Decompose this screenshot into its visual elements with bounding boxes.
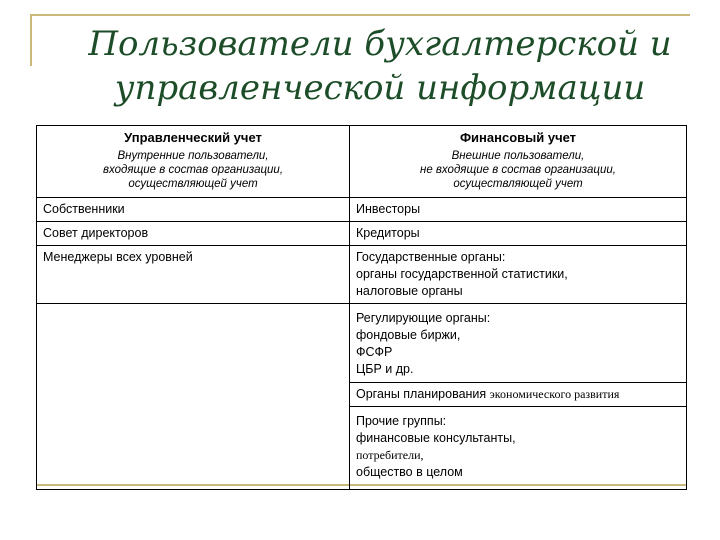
right-cell [350, 407, 687, 490]
cell-text: Государственные органы: [356, 250, 506, 264]
left-header-title: Управленческий учет [124, 130, 262, 145]
users-table [36, 125, 687, 490]
right-header-subtitle-2: не входящие в состав организации, [420, 164, 616, 176]
right-cell [350, 222, 687, 246]
table-header-row [37, 126, 687, 198]
left-header-subtitle-3: осуществляющей учет [128, 178, 258, 190]
right-header-cell [350, 126, 687, 198]
cell-text: Регулирующие органы: [356, 311, 491, 325]
left-cell [37, 246, 350, 304]
frame-left-line [30, 14, 32, 66]
cell-text-part: экономического развития [489, 387, 620, 401]
cell-text: Инвесторы [356, 202, 421, 216]
cell-text: Менеджеры всех уровней [43, 250, 193, 264]
left-cell-empty [37, 304, 350, 490]
cell-text: ЦБР и др. [356, 362, 414, 376]
cell-text: органы государственной статистики, [356, 267, 568, 281]
table-row [37, 304, 687, 383]
left-header-cell [37, 126, 350, 198]
cell-text: Кредиторы [356, 226, 420, 240]
right-cell [350, 383, 687, 407]
cell-text: потребители, [356, 448, 424, 462]
left-cell [37, 222, 350, 246]
cell-text: ФСФР [356, 345, 393, 359]
cell-text-part: Органы планирования [356, 387, 490, 401]
cell-text [356, 386, 680, 403]
table-row [37, 246, 687, 304]
left-header-subtitle-2: входящие в состав организации, [102, 164, 284, 176]
cell-text: Прочие группы: [356, 414, 447, 428]
cell-text: общество в целом [356, 465, 463, 479]
slide-title-line-2: управленческой информации [114, 68, 646, 108]
right-cell [350, 304, 687, 383]
right-header-title: Финансовый учет [459, 130, 577, 145]
table-row [37, 198, 687, 222]
right-cell [350, 246, 687, 304]
cell-text: фондовые биржи, [356, 328, 461, 342]
cell-text: налоговые органы [356, 284, 463, 298]
table-row [37, 222, 687, 246]
cell-text: финансовые консультанты, [356, 431, 516, 445]
right-cell [350, 198, 687, 222]
right-header-subtitle-3: осуществляющей учет [453, 178, 583, 190]
frame-top-line [30, 14, 690, 16]
slide-title-line-1: Пользователи бухгалтерской и [88, 24, 672, 64]
cell-text: Совет директоров [43, 226, 149, 240]
left-cell [37, 198, 350, 222]
left-header-subtitle-1: Внутренние пользователи, [117, 150, 269, 162]
cell-text: Собственники [43, 202, 125, 216]
right-header-subtitle-1: Внешние пользователи, [451, 150, 585, 162]
slide-title [60, 22, 700, 110]
